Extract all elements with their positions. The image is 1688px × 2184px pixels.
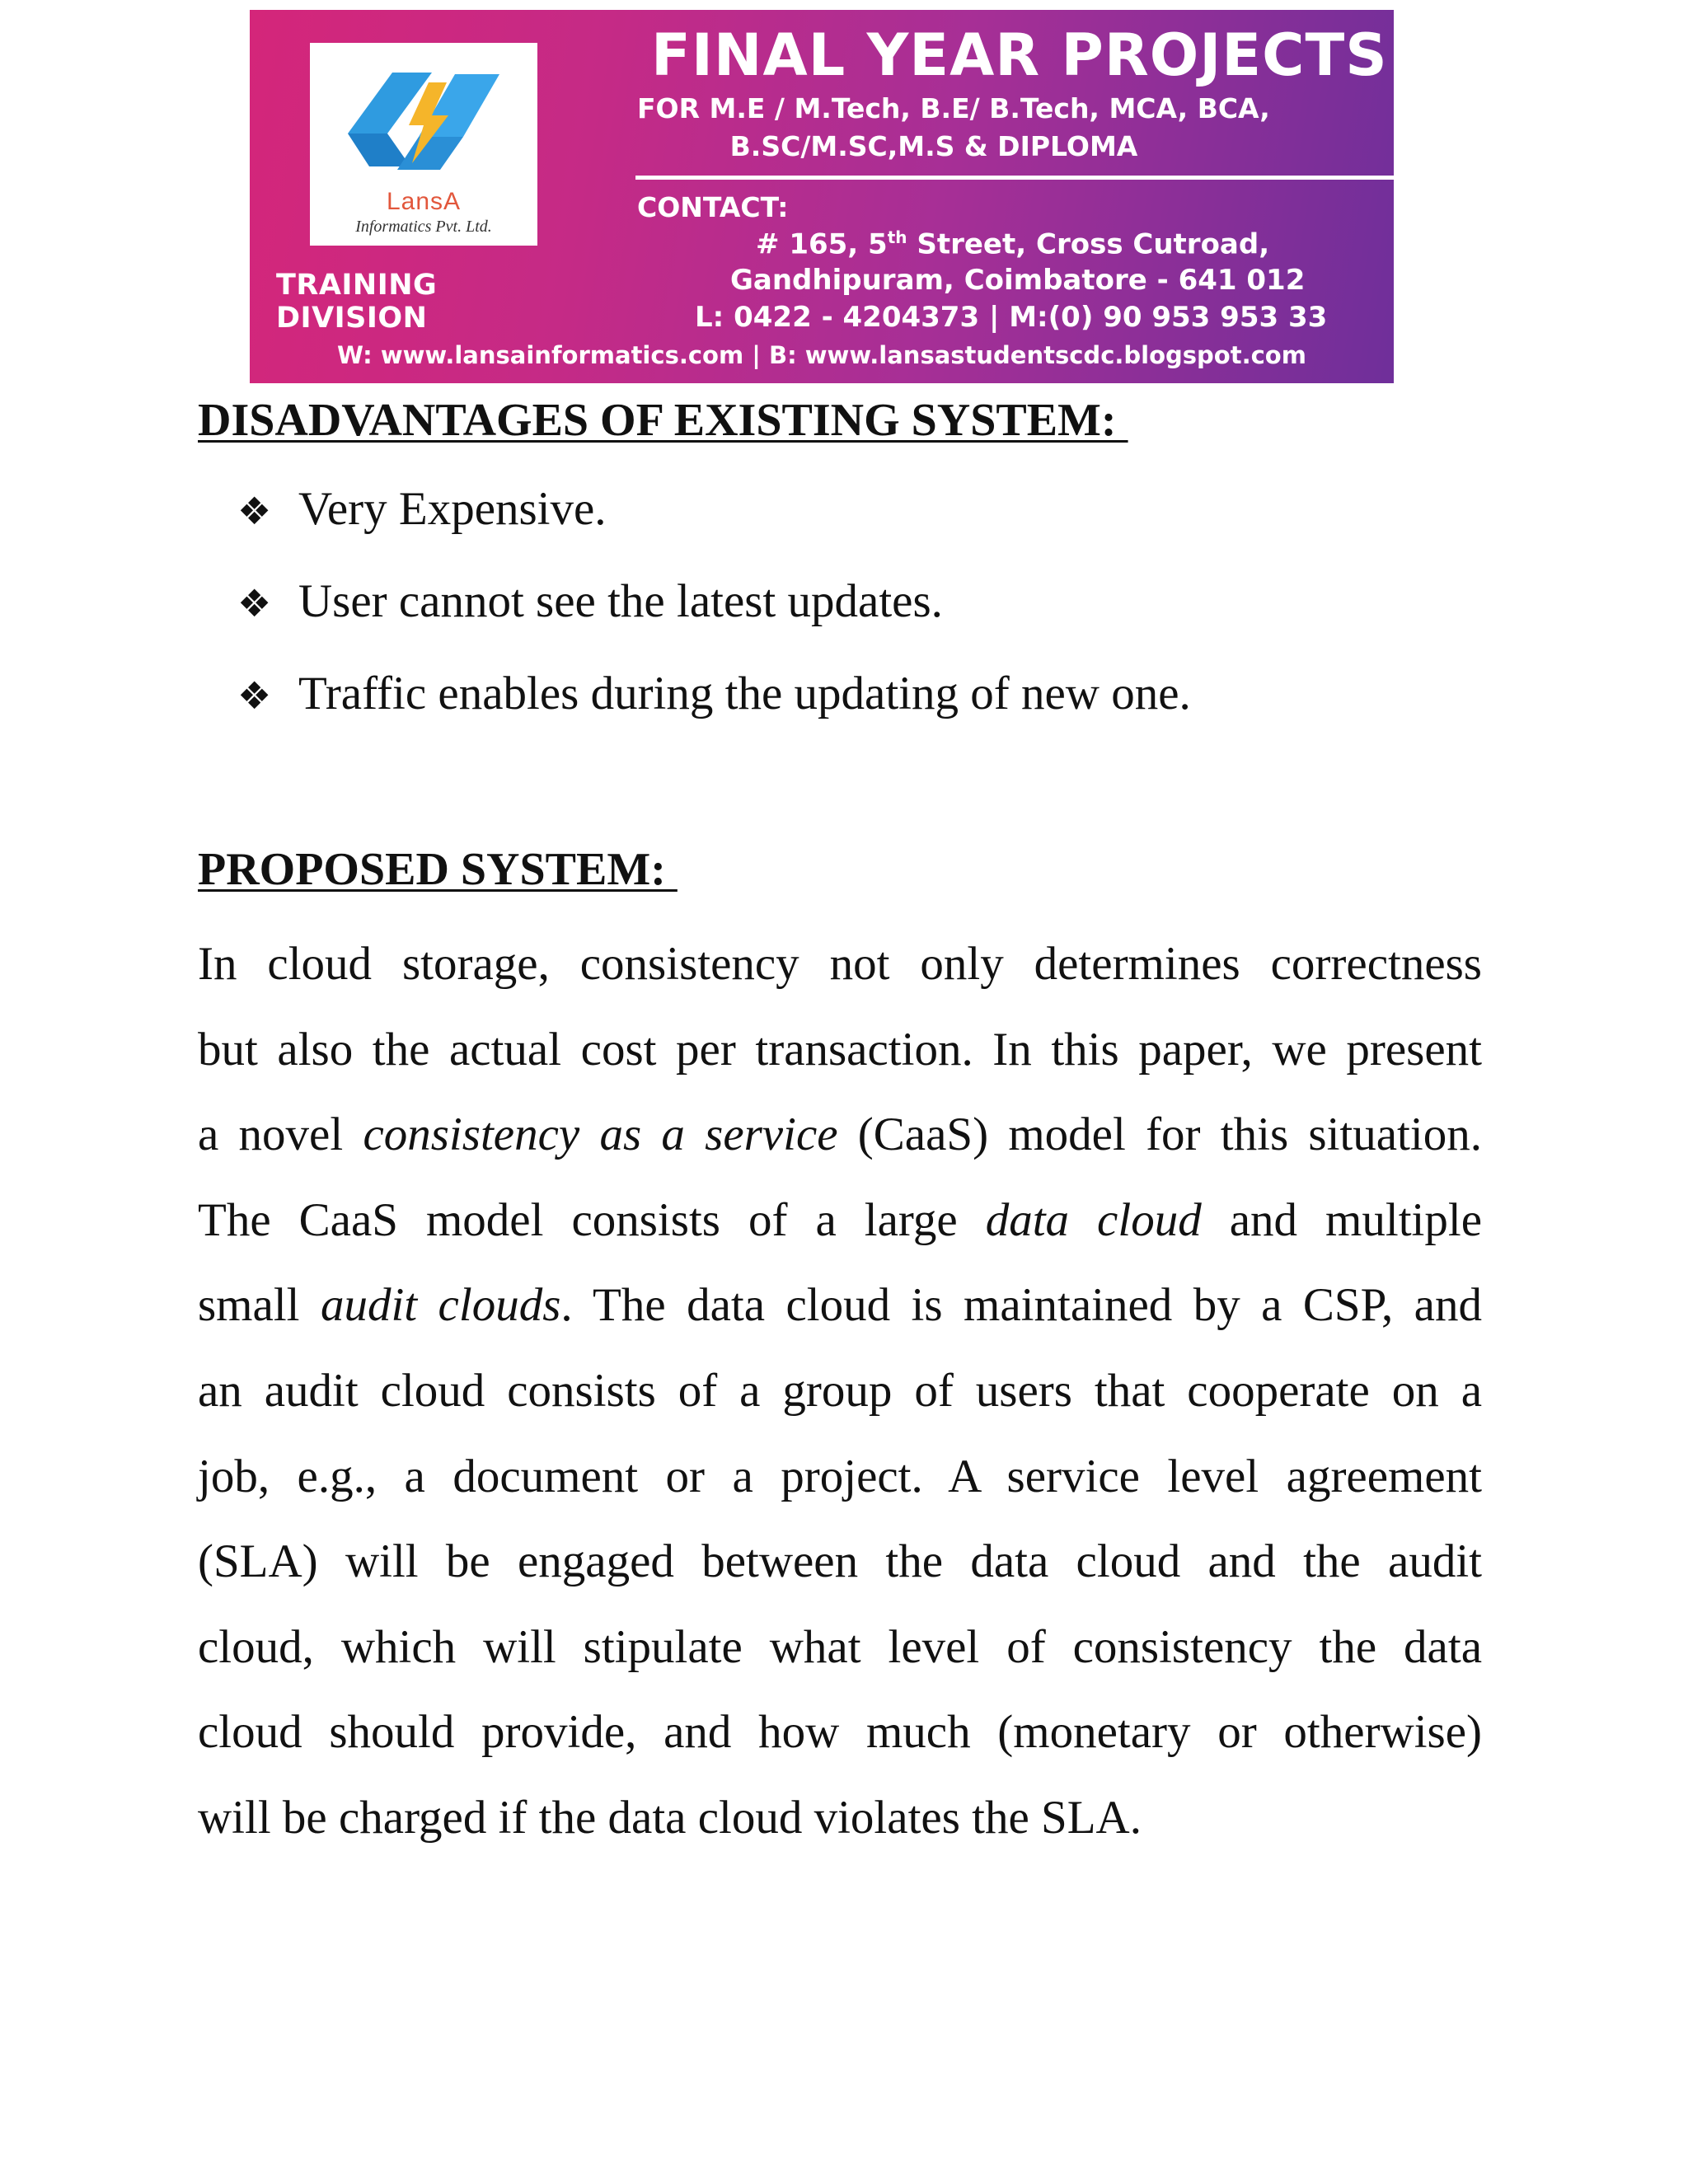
paragraph-text: and multiple bbox=[1201, 1193, 1483, 1246]
paragraph-text: small bbox=[198, 1279, 321, 1332]
address-line-2: Gandhipuram, Coimbatore - 641 012 bbox=[730, 264, 1306, 297]
contact-label: CONTACT: bbox=[637, 191, 789, 223]
company-logo bbox=[310, 43, 537, 246]
paragraph-line: In cloud storage, consistency not only determines correctness bbox=[198, 938, 1482, 990]
list-item bbox=[237, 482, 1191, 574]
proposed-system-heading: PROPOSED SYSTEM: bbox=[198, 844, 678, 895]
list-item bbox=[237, 574, 1191, 667]
emphasis-text: audit clouds bbox=[320, 1279, 561, 1332]
paragraph-line bbox=[198, 1178, 1482, 1263]
list-item-text: Traffic enables during the updating of new one. bbox=[298, 668, 1191, 719]
banner-divider bbox=[635, 176, 1394, 180]
address-line-1 bbox=[756, 227, 1269, 260]
paragraph-line: cloud should provide, and how much (monetary or otherwise) bbox=[198, 1706, 1482, 1759]
lansa-logo-icon bbox=[331, 58, 516, 181]
list-item bbox=[237, 667, 1191, 759]
logo-subtitle: Informatics Pvt. Ltd. bbox=[355, 218, 492, 236]
paragraph-text: a novel bbox=[198, 1108, 363, 1161]
diamond-bullet-icon: ❖ bbox=[237, 673, 272, 718]
paragraph-line bbox=[198, 1092, 1482, 1178]
paragraph-line: job, e.g., a document or a project. A service level agreement bbox=[198, 1450, 1482, 1502]
disadvantages-list bbox=[237, 482, 1191, 759]
phone-line: L: 0422 - 4204373 | M:(0) 90 953 953 33 bbox=[695, 301, 1328, 334]
paragraph-line: will be charged if the data cloud violates the SLA. bbox=[198, 1791, 1142, 1844]
banner-courses-line-2: B.SC/M.SC,M.S & DIPLOMA bbox=[729, 130, 1138, 162]
list-item-text: Very Expensive. bbox=[298, 483, 607, 535]
training-division-label: TRAINING DIVISION bbox=[276, 269, 438, 335]
list-item-text: User cannot see the latest updates. bbox=[298, 575, 943, 627]
website-line: W: www.lansainformatics.com | B: www.lansastudentscdc.blogspot.com bbox=[337, 341, 1306, 369]
emphasis-text: consistency as a service bbox=[363, 1108, 838, 1161]
paragraph-text: The CaaS model consists of a large bbox=[198, 1193, 986, 1246]
address-line-1-pre: # 165, 5 bbox=[756, 227, 888, 261]
disadvantages-heading: DISADVANTAGES OF EXISTING SYSTEM: bbox=[198, 395, 1128, 446]
paragraph-line: but also the actual cost per transaction. In this paper, we present bbox=[198, 1023, 1482, 1076]
banner-title: FINAL YEAR PROJECTS bbox=[651, 21, 1388, 89]
diamond-bullet-icon: ❖ bbox=[237, 489, 272, 533]
banner-courses-line-1: FOR M.E / M.Tech, B.E/ B.Tech, MCA, BCA, bbox=[637, 92, 1270, 124]
paragraph-line: cloud, which will stipulate what level of consistency the data bbox=[198, 1620, 1482, 1673]
proposed-system-paragraph bbox=[198, 921, 1482, 1861]
emphasis-text: data cloud bbox=[985, 1193, 1202, 1246]
logo-name: LansA bbox=[386, 188, 462, 215]
address-superscript: th bbox=[887, 227, 907, 247]
address-line-1-post: Street, Cross Cutroad, bbox=[907, 227, 1270, 261]
paragraph-text: (CaaS) model for this situation. bbox=[837, 1108, 1482, 1161]
paragraph-line: an audit cloud consists of a group of users that cooperate on a bbox=[198, 1364, 1482, 1417]
header-banner bbox=[250, 10, 1394, 383]
paragraph-line: (SLA) will be engaged between the data cloud and the audit bbox=[198, 1535, 1482, 1588]
paragraph-text: . The data cloud is maintained by a CSP, and bbox=[560, 1279, 1482, 1332]
paragraph-line bbox=[198, 1263, 1482, 1348]
diamond-bullet-icon: ❖ bbox=[237, 581, 272, 626]
